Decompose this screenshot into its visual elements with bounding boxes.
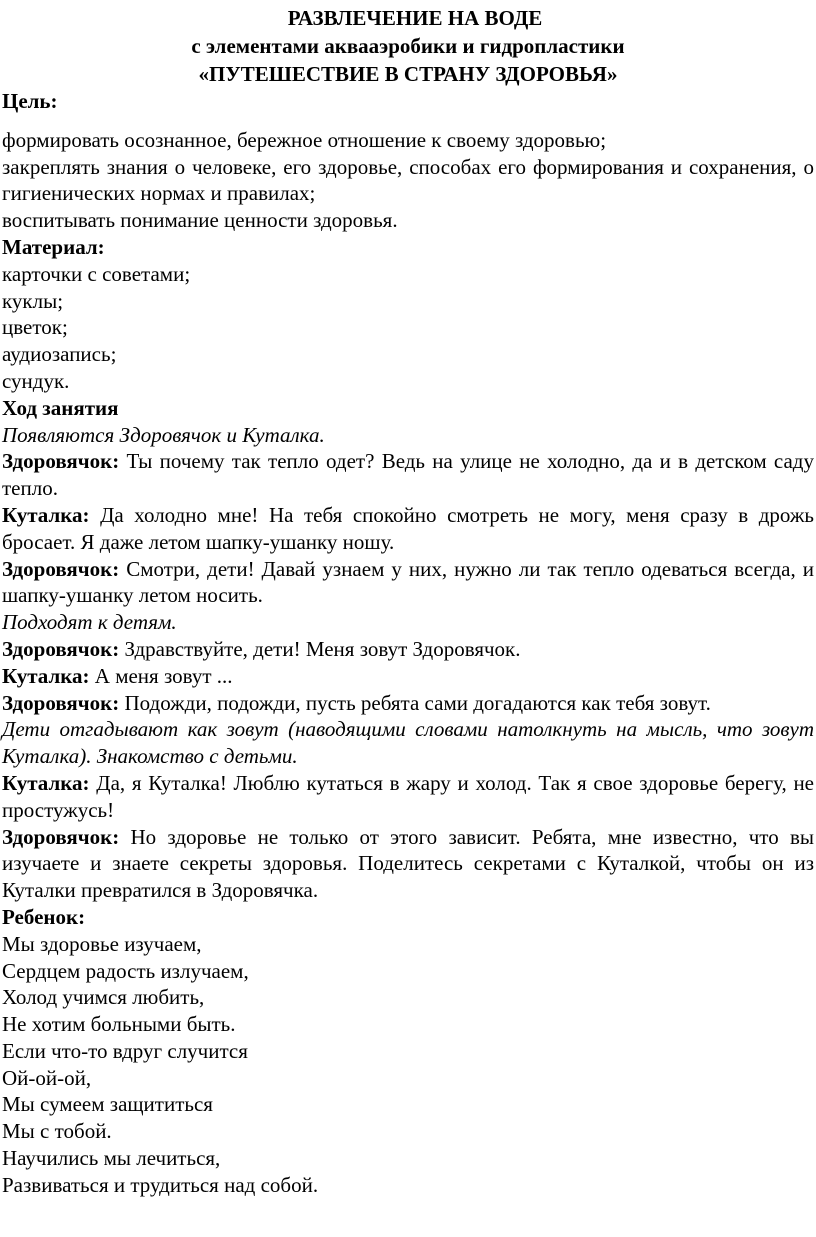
lesson-heading: Ход занятия [2,395,119,420]
goal-list [2,127,814,234]
speech-text: Смотри, дети! Давай узнаем у них, нужно ли так тепло одеваться всегда, и шапку-ушанку летом носить. [2,556,814,608]
stage-direction: Появляются Здоровячок и Куталка. [2,422,325,447]
material-item: карточки с советами; [2,261,191,286]
title-line-3: «ПУТЕШЕСТВИЕ В СТРАНУ ЗДОРОВЬЯ» [198,62,618,86]
poem-line: Мы сумеем защититься [2,1092,213,1117]
goal-heading: Цель: [2,89,58,113]
poem-line: Ой-ой-ой, [2,1065,92,1090]
stage-direction: Подходят к детям. [2,610,177,635]
spacer [2,115,814,127]
speech-text: Подожди, подожди, пусть ребята сами догадаются как тебя зовут. [119,690,711,715]
material-item: аудиозапись; [2,342,117,367]
speaker-name: Куталка: [2,770,90,795]
poem-line: Не хотим больными быть. [2,1012,236,1037]
speaker-name: Здоровячок: [2,556,120,581]
speech-line [2,502,814,556]
poem-line: Сердцем радость излучаем, [2,958,249,983]
poem-line: Развиваться и трудиться над собой. [2,1172,319,1197]
speech-text: Здравствуйте, дети! Меня зовут Здоровячок. [119,636,521,661]
poem [2,931,814,1199]
poem-line: Холод учимся любить, [2,985,205,1010]
poem-line: Научились мы лечиться, [2,1146,221,1171]
speech-text: А меня зовут ... [89,663,233,688]
speaker-name: Здоровячок: [2,449,120,474]
dialogue [2,422,814,904]
goal-item: формировать осознанное, бережное отношение к своему здоровью; [2,127,607,152]
poem-speaker: Ребенок: [2,904,86,929]
goal-item: закреплять знания о человеке, его здоровье, способах его формирования и сохранения, о гигиенических нормах и правилах; [2,154,814,206]
speech-line [2,636,814,663]
speech-text: Да, я Куталка! Люблю кутаться в жару и холод. Так я свое здоровье берегу, не простужусь! [2,770,814,822]
poem-line: Мы с тобой. [2,1119,112,1144]
speech-text: Но здоровье не только от этого зависит. Ребята, мне известно, что вы изучаете и знаете секреты здоровья. Поделитесь секретами с Куталкой, чтобы он из Куталки превратился в Здоровячка. [2,824,814,903]
stage-direction: Дети отгадывают как зовут (наводящими словами натолкнуть на мысль, что зовут Куталка). Знакомство с детьми. [2,717,814,769]
material-list [2,261,814,395]
title-line-1: РАЗВЛЕЧЕНИЕ НА ВОДЕ [287,6,543,30]
speaker-name: Здоровячок: [2,690,120,715]
material-item: цветок; [2,315,68,340]
speech-line [2,824,814,904]
speech-line [2,663,814,690]
speaker-name: Куталка: [2,502,90,527]
speech-text: Да холодно мне! На тебя спокойно смотреть не могу, меня сразу в дрожь бросает. Я даже летом шапку-ушанку ношу. [2,502,814,554]
poem-line: Мы здоровье изучаем, [2,931,202,956]
speaker-name: Здоровячок: [2,636,120,661]
poem-line: Если что-то вдруг случится [2,1038,248,1063]
speech-line [2,448,814,502]
title-line-2: с элементами аквааэробики и гидропластики [191,34,625,58]
speech-line [2,770,814,824]
speech-line [2,556,814,610]
goal-item: воспитывать понимание ценности здоровья. [2,208,398,233]
speaker-name: Куталка: [2,663,90,688]
material-heading: Материал: [2,234,105,259]
material-item: куклы; [2,288,64,313]
speech-text: Ты почему так тепло одет? Ведь на улице не холодно, да и в детском саду тепло. [2,449,814,501]
speech-line [2,690,814,717]
speaker-name: Здоровячок: [2,824,120,849]
material-item: сундук. [2,368,70,393]
